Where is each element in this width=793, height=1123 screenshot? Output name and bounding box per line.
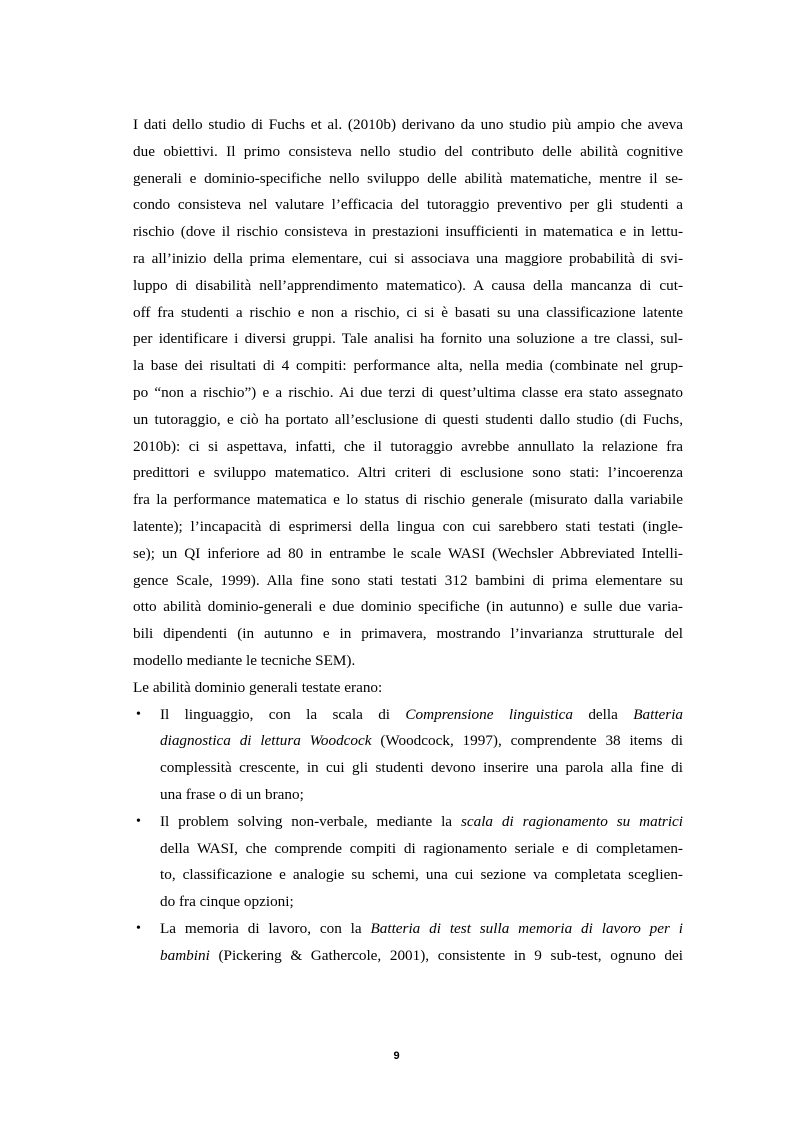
text-line: luppo di disabilità nell’apprendimento matematico). A causa della mancanza di cut- xyxy=(133,276,683,294)
text-line: la base dei risultati di 4 compiti: performance alta, nella media (combinate nel grup- xyxy=(133,357,683,375)
text-line: se); un QI inferiore ad 80 in entrambe le scale WASI (Wechsler Abbreviated Intelli- xyxy=(133,544,683,562)
text-line: 2010b): ci si aspettava, infatti, che il tutoraggio avrebbe annullato la relazione fra xyxy=(133,437,683,455)
text-line: off fra studenti a rischio e non a rischio, ci si è basati su una classificazione latente xyxy=(133,303,683,321)
list-item-problem-solving xyxy=(133,809,683,916)
text-line: generali e dominio-specifiche nello sviluppo delle abilità matematiche, mentre il se- xyxy=(133,169,683,187)
text-line: predittori e sviluppo matematico. Altri criteri di esclusione sono stati: l’incoerenza xyxy=(133,464,683,482)
text-line: to, classificazione e analogie su schemi, una cui sezione va completata sceglien- xyxy=(160,866,683,884)
text-line: della WASI, che comprende compiti di ragionamento seriale e di completamen- xyxy=(160,839,683,857)
text-line: un tutoraggio, e ciò ha portato all’esclusione di questi studenti dallo studio (di Fuchs, xyxy=(133,410,683,428)
text-line: bambini (Pickering & Gathercole, 2001), consistente in 9 sub-test, ognuno dei xyxy=(160,946,683,964)
text-line: gence Scale, 1999). Alla fine sono stati testati 312 bambini di prima elementare su xyxy=(133,571,683,589)
text-line: Il linguaggio, con la scala di Comprensione linguistica della Batteria xyxy=(160,705,684,723)
text-line: ra all’inizio della prima elementare, cui si associava una maggiore probabilità di svi- xyxy=(133,249,683,267)
text-line: diagnostica di lettura Woodcock (Woodcock, 1997), comprendente 38 items di xyxy=(160,732,683,750)
bullet-icon: • xyxy=(136,920,141,936)
text-line: per identificare i diversi gruppi. Tale analisi ha fornito una soluzione a tre classi, sul- xyxy=(133,330,683,348)
text-line: rischio (dove il rischio consisteva in prestazioni insufficienti in matematica e in lettu- xyxy=(133,223,683,241)
text-line: I dati dello studio di Fuchs et al. (2010b) derivano da uno studio più ampio che aveva xyxy=(133,116,683,133)
text-line: fra la performance matematica e lo status di rischio generale (misurato dalla variabile xyxy=(133,491,683,509)
text-line: po “non a rischio”) e a rischio. Ai due terzi di quest’ultima classe era stato assegnato xyxy=(133,383,683,401)
text-line: do fra cinque opzioni; xyxy=(160,893,294,911)
bullet-icon: • xyxy=(136,706,141,722)
text-line: complessità crescente, in cui gli studenti devono inserire una parola alla fine di xyxy=(160,759,683,777)
abilities-list xyxy=(133,702,683,970)
page-number: 9 xyxy=(393,1050,400,1062)
list-intro: Le abilità dominio generali testate erano: xyxy=(133,678,383,696)
text-line: condo consisteva nel valutare l’efficacia del tutoraggio preventivo per gli studenti a xyxy=(133,196,683,214)
list-item-working-memory xyxy=(133,916,683,970)
text-line: due obiettivi. Il primo consisteva nello studio del contributo delle abilità cognitive xyxy=(133,142,683,160)
paragraph-study-description xyxy=(133,112,683,675)
list-item-language xyxy=(133,702,683,809)
text-line: La memoria di lavoro, con la Batteria di test sulla memoria di lavoro per i xyxy=(160,919,684,937)
text-line: una frase o di un brano; xyxy=(160,785,304,803)
text-line: bili dipendenti (in autunno e in primavera, mostrando l’invarianza strutturale del xyxy=(133,625,683,643)
bullet-icon: • xyxy=(136,813,141,829)
text-line: latente); l’incapacità di esprimersi della lingua con cui sarebbero stati testati (ingle- xyxy=(133,517,683,535)
text-line: modello mediante le tecniche SEM). xyxy=(133,651,356,669)
text-line: Il problem solving non-verbale, mediante la scala di ragionamento su matrici xyxy=(160,812,684,830)
text-line: otto abilità dominio-generali e due dominio specifiche (in autunno) e sulle due varia- xyxy=(133,598,683,616)
body-text xyxy=(133,112,683,970)
